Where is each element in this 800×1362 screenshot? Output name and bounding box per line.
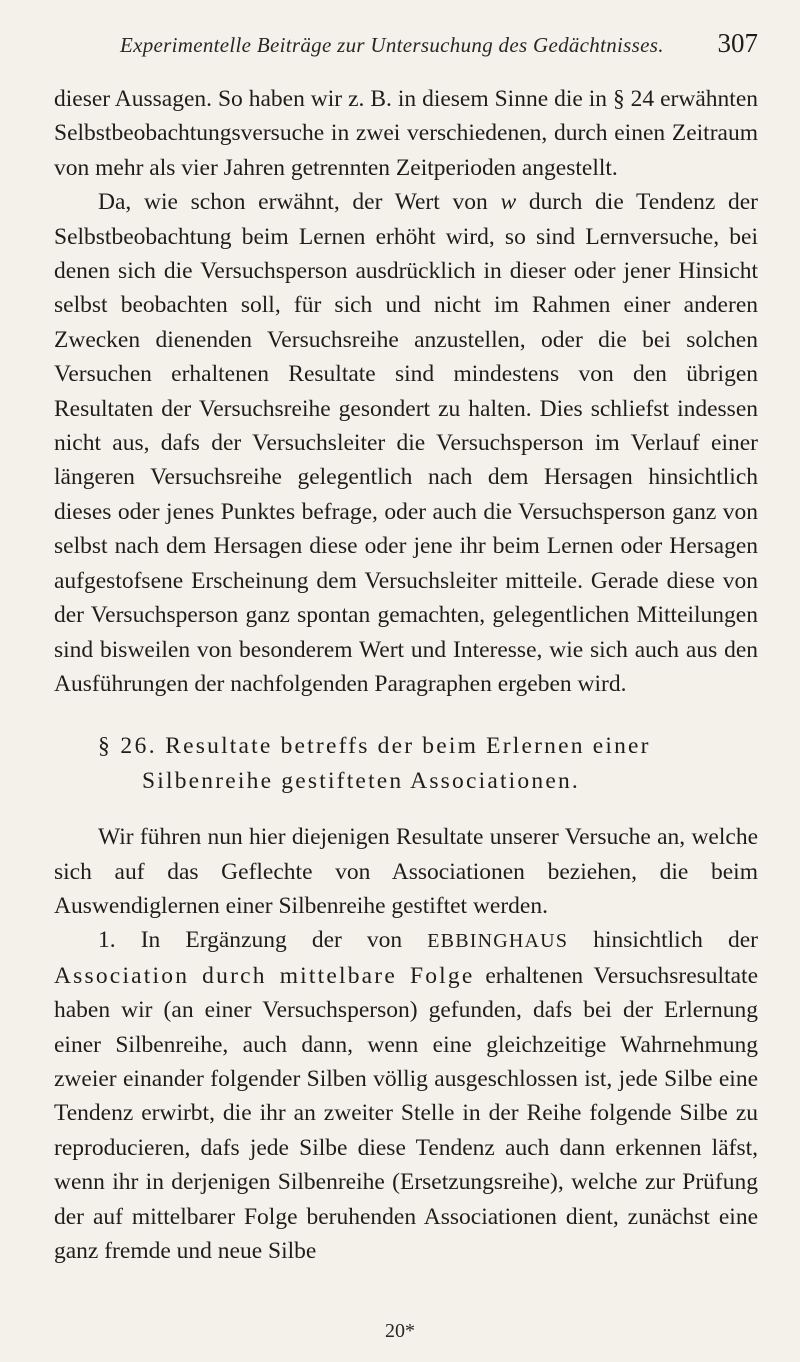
section-heading — [54, 729, 758, 798]
paragraph-4-mid: hinsichtlich der — [568, 927, 758, 954]
paragraph-intro — [54, 820, 758, 923]
page-number: 307 — [717, 28, 758, 58]
variable-w: w — [500, 189, 517, 216]
spaced-term: Association durch mittelbare Folge — [54, 962, 475, 989]
paragraph-continued — [54, 82, 758, 185]
running-title: Experimentelle Beiträge zur Untersuchung des Gedächtnisses. — [120, 33, 664, 57]
paragraph-numbered-1 — [54, 923, 758, 1268]
paragraph-2-after: durch die Tendenz der Selbstbeobachtung beim Lernen erhöht wird, so sind Lernversuche, bei denen sich die Versuchsperson ausdrücklich in dieser oder jener Hinsicht selbst beobachten soll, für sich und nicht im Rahmen einer anderen Zwecken dienenden Versuchsreihe anzustellen, oder die bei solchen Versuchen erhaltenen Resultate sind mindestens von den übrigen Resultaten der Versuchsreihe gesondert zu halten. Dies schliefst indessen nicht aus, dafs der Versuchsleiter die Versuchsperson im Verlauf einer längeren Versuchsreihe gelegentlich nach dem Hersagen hinsichtlich dieses oder jenes Punktes befrage, oder auch die Versuchsperson ganz von selbst nach dem Hersagen diese oder jene ihr beim Lernen oder Hersagen aufgestofsene Erscheinung dem Versuchsleiter mitteile. Gerade diese von der Versuchsperson ganz spontan gemachten, gelegentlichen Mitteilungen sind bisweilen von besonderem Wert und Interesse, wie sich auch aus den Ausführungen der nachfolgenden Paragraphen ergeben wird. — [54, 189, 758, 697]
paragraph-4-rest: erhaltenen Versuchsresultate haben wir (an einer Versuchsperson) gefunden, dafs bei der Erlernung einer Silbenreihe, auch dann, wenn eine gleichzeitige Wahrnehmung zweier einander folgender Silben völlig ausgeschlossen ist, jede Silbe eine Tendenz erwirbt, die ihr an zweiter Stelle in der Reihe folgende Silbe zu reproducieren, dafs jede Silbe diese Tendenz auch dann erkennen läfst, wenn ihr in derjenigen Silbenreihe (Ersetzungsreihe), welche zur Prüfung der auf mittelbarer Folge beruhenden Associationen dient, zunächst eine ganz fremde und neue Silbe — [54, 962, 758, 1264]
paragraph-selbstbeobachtung — [54, 185, 758, 701]
section-title-line1: Resultate betreffs der beim Erlernen einer — [165, 733, 651, 760]
paragraph-2-before: Da, wie schon erwähnt, der Wert von — [98, 189, 501, 216]
paragraph-3-text: Wir führen nun hier diejenigen Resultate unserer Versuche an, welche sich auf das Geflechte von Associationen beziehen, die beim Auswendiglernen einer Silbenreihe gestiftet werden. — [54, 824, 758, 919]
section-title-line2: Silbenreihe gestifteten Associationen. — [142, 767, 580, 794]
signature-mark: 20* — [385, 1320, 415, 1342]
paragraph-1-text: dieser Aussagen. So haben wir z. B. in diesem Sinne die in § 24 erwähnten Selbstbeobachtungsversuche in zwei verschiedenen, durch einen Zeitraum von mehr als vier Jahren getrennten Zeitperioden angestellt. — [54, 86, 758, 181]
paragraph-4-lead: 1. In Ergänzung der von — [98, 927, 428, 954]
author-name: EBBINGHAUS — [427, 930, 569, 953]
body-text — [54, 82, 758, 1268]
section-number: § 26. — [98, 733, 157, 760]
running-head — [120, 28, 758, 58]
